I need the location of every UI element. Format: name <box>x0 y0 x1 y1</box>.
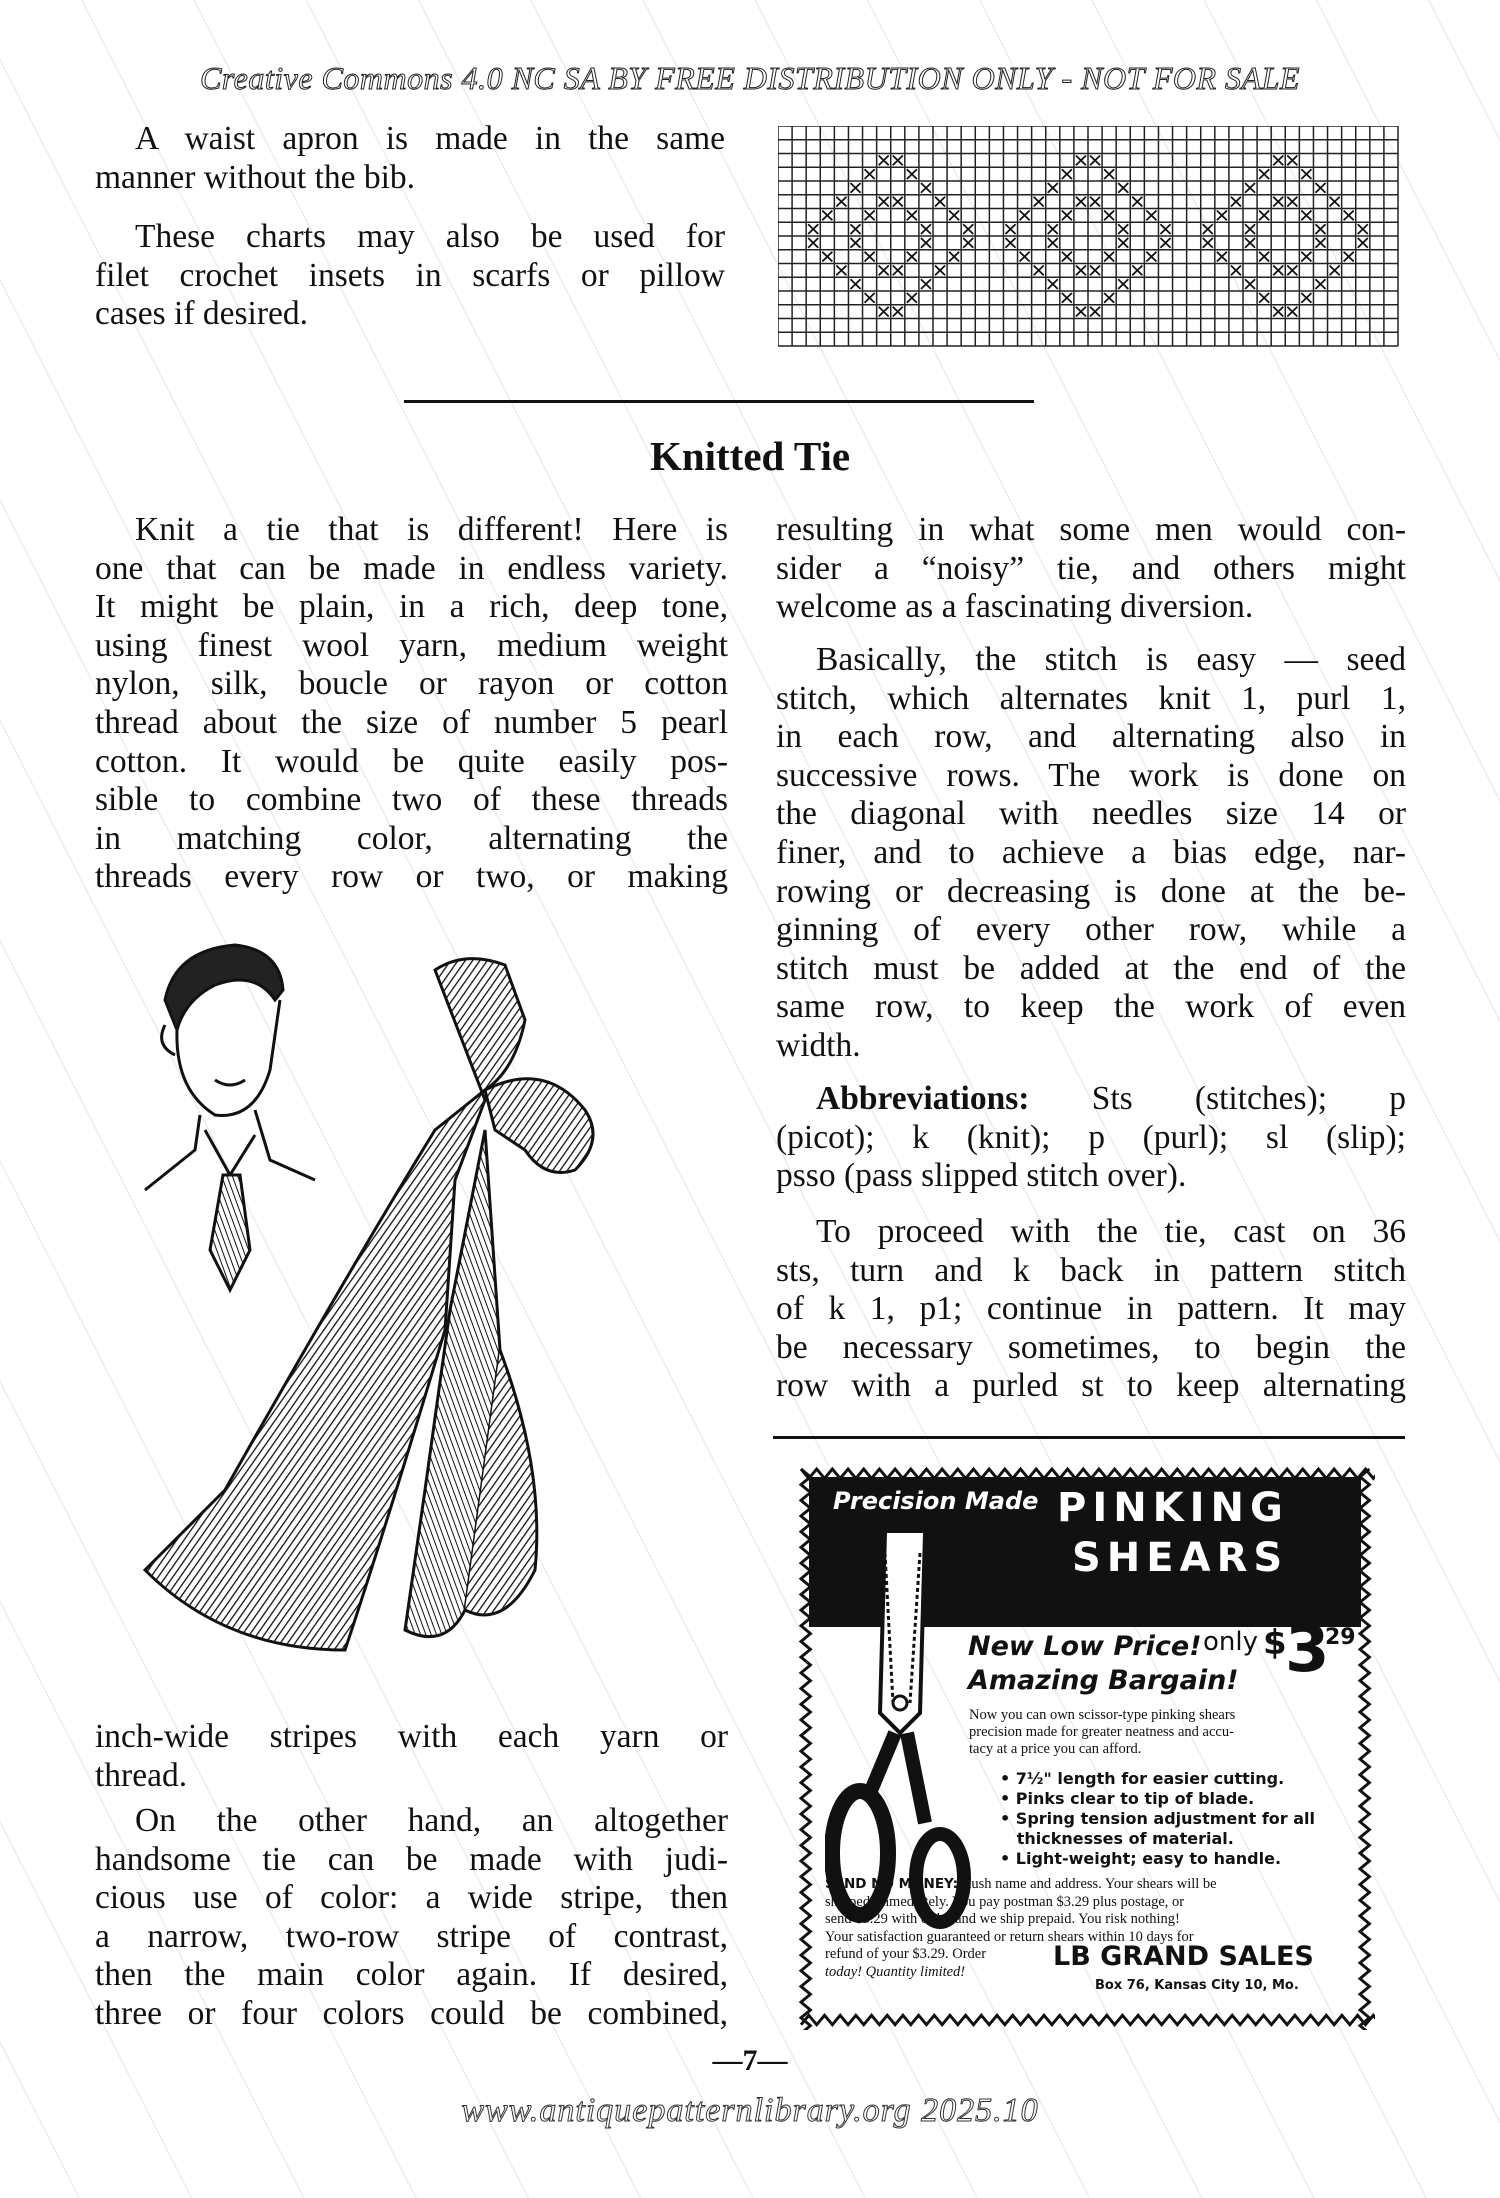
text-line: To proceed with the tie, cast on 36 <box>816 1213 1406 1250</box>
section-divider <box>404 400 1034 403</box>
chart-cross-mark <box>850 183 860 193</box>
left-paragraph-1 <box>95 511 728 897</box>
text-line: inch-wide stripes with each yarn or <box>95 1718 728 1755</box>
chart-cross-mark <box>1160 238 1170 248</box>
chart-cross-mark <box>1259 211 1269 221</box>
ad-line: • Pinks clear to tip of blade. <box>1000 1789 1255 1808</box>
text-line: successive rows. The work is done on <box>776 756 1406 794</box>
ad-features <box>1000 1769 1360 1869</box>
intro-paragraph-1 <box>95 120 725 197</box>
ad-body-line: today! Quantity limited! <box>825 1963 966 1980</box>
text-line: sider a “noisy” tie, and others might <box>776 549 1406 587</box>
chart-cross-mark <box>1020 211 1030 221</box>
ad-slogan-1: New Low Price! <box>968 1631 1202 1662</box>
ad-body-line: send $3.29 with order and we ship prepaid. You risk nothing! <box>825 1911 1180 1927</box>
chart-cross-mark <box>1287 156 1297 166</box>
chart-cross-mark <box>893 197 903 207</box>
ad-headline-1: PINKING <box>1057 1485 1289 1531</box>
chart-cross-mark <box>1062 293 1072 303</box>
ad-line: precision made for greater neatness and accu- <box>969 1724 1234 1740</box>
chart-cross-mark <box>907 293 917 303</box>
chart-cross-mark <box>1344 252 1354 262</box>
ad-price-prefix: only <box>1203 1627 1258 1657</box>
chart-cross-mark <box>1358 238 1368 248</box>
chart-cross-mark <box>1203 224 1213 234</box>
text-line: handsome tie can be made with judi- <box>95 1840 728 1878</box>
chart-cross-mark <box>921 224 931 234</box>
left-paragraph-1-continued <box>95 1718 728 1795</box>
chart-cross-mark <box>1273 156 1283 166</box>
license-notice: Creative Commons 4.0 NC SA BY FREE DISTRIBUTION ONLY - NOT FOR SALE <box>200 60 1300 96</box>
chart-cross-mark <box>1301 211 1311 221</box>
text-line: It might be plain, in a rich, deep tone, <box>95 588 728 626</box>
text-line: cases if desired. <box>95 295 309 333</box>
chart-cross-mark <box>1048 224 1058 234</box>
chart-cross-mark <box>1132 197 1142 207</box>
chart-cross-mark <box>1020 252 1030 262</box>
chart-cross-mark <box>949 211 959 221</box>
chart-cross-mark <box>1104 211 1114 221</box>
chart-cross-mark <box>1062 169 1072 179</box>
abbreviations-label: Abbreviations: <box>816 1080 1030 1117</box>
chart-cross-mark <box>893 307 903 317</box>
chart-cross-mark <box>1146 252 1156 262</box>
chart-cross-mark <box>1104 169 1114 179</box>
chart-cross-mark <box>1231 197 1241 207</box>
chart-cross-mark <box>865 293 875 303</box>
chart-cross-mark <box>1217 211 1227 221</box>
send-no-money-label: SEND NO MONEY: <box>825 1876 959 1892</box>
chart-cross-mark <box>879 156 889 166</box>
chart-cross-mark <box>1287 307 1297 317</box>
chart-cross-mark <box>949 252 959 262</box>
chart-cross-mark <box>865 169 875 179</box>
page-number: —7— <box>712 2044 788 2077</box>
chart-cross-mark <box>1005 224 1015 234</box>
chart-cross-mark <box>1287 266 1297 276</box>
chart-cross-mark <box>963 224 973 234</box>
chart-cross-mark <box>879 307 889 317</box>
pinking-shears-ad <box>795 1463 1375 2030</box>
chart-cross-mark <box>1062 211 1072 221</box>
ad-body-line: Rush name and address. Your shears will be <box>958 1876 1217 1892</box>
text-line: finer, and to achieve a bias edge, nar- <box>776 833 1406 871</box>
chart-cross-mark <box>836 197 846 207</box>
chart-cross-mark <box>808 238 818 248</box>
ad-slogan-2: Amazing Bargain! <box>968 1665 1239 1696</box>
chart-cross-mark <box>1034 197 1044 207</box>
chart-cross-mark <box>850 279 860 289</box>
abbreviations-text: Sts (stitches); p <box>1091 1080 1407 1117</box>
chart-cross-mark <box>921 279 931 289</box>
chart-cross-mark <box>1273 197 1283 207</box>
chart-cross-mark <box>921 183 931 193</box>
chart-cross-mark <box>963 238 973 248</box>
chart-cross-mark <box>893 266 903 276</box>
ad-line: Now you can own scissor-type pinking shears <box>969 1707 1236 1723</box>
chart-cross-mark <box>822 211 832 221</box>
text-line: welcome as a fascinating diversion. <box>776 588 1254 626</box>
article-title: Knitted Tie <box>649 433 851 479</box>
ad-line: • 7½" length for easier cutting. <box>1000 1769 1285 1788</box>
text-line: of k 1, p1; continue in pattern. It may <box>776 1290 1406 1328</box>
text-line: width. <box>776 1026 861 1064</box>
chart-cross-mark <box>1301 293 1311 303</box>
text-line: a narrow, two-row stripe of contrast, <box>95 1917 728 1955</box>
ad-address: Box 76, Kansas City 10, Mo. <box>1095 1978 1299 1993</box>
text-line: Basically, the stitch is easy — seed <box>816 641 1406 678</box>
intro-paragraph-2 <box>95 218 725 334</box>
chart-cross-mark <box>1104 252 1114 262</box>
ad-price-main: 3 <box>1285 1613 1330 1687</box>
chart-cross-mark <box>879 266 889 276</box>
ad-price-cents: 29 <box>1325 1625 1356 1650</box>
chart-cross-mark <box>1259 169 1269 179</box>
chart-cross-mark <box>865 252 875 262</box>
chart-cross-mark <box>907 211 917 221</box>
chart-cross-mark <box>1076 156 1086 166</box>
abbreviations-paragraph <box>776 1080 1406 1196</box>
chart-cross-mark <box>1118 279 1128 289</box>
chart-cross-mark <box>1330 266 1340 276</box>
left-paragraph-2 <box>95 1802 728 2034</box>
chart-cross-mark <box>1315 224 1325 234</box>
chart-cross-mark <box>865 211 875 221</box>
ad-line: • Light-weight; easy to handle. <box>1000 1849 1282 1868</box>
chart-cross-mark <box>1358 224 1368 234</box>
scissors-icon <box>825 1533 975 1933</box>
text-line: cotton. It would be quite easily pos- <box>95 742 728 780</box>
chart-cross-mark <box>1118 183 1128 193</box>
text-line: resulting in what some men would con- <box>776 511 1406 548</box>
tie-illustration <box>105 930 705 1710</box>
chart-cross-mark <box>1217 252 1227 262</box>
chart-cross-mark <box>1076 197 1086 207</box>
chart-cross-mark <box>1315 183 1325 193</box>
ad-price-dollar: $ <box>1263 1623 1287 1663</box>
text-line: one that can be made in endless variety. <box>95 549 728 587</box>
ad-line: tacy at a price you can afford. <box>969 1741 1142 1757</box>
chart-cross-mark <box>1330 197 1340 207</box>
text-line: in matching color, alternating the <box>95 819 728 857</box>
ad-body-line: Your satisfaction guaranteed or return shears within 10 days for <box>825 1928 1194 1945</box>
chart-cross-mark <box>1259 252 1269 262</box>
text-line: Knit a tie that is different! Here is <box>135 511 728 548</box>
ad-divider <box>773 1436 1405 1439</box>
chart-cross-mark <box>1301 169 1311 179</box>
chart-cross-mark <box>1245 224 1255 234</box>
chart-cross-mark <box>1090 307 1100 317</box>
text-line: stitch, which alternates knit 1, purl 1, <box>776 679 1406 717</box>
chart-cross-mark <box>1048 183 1058 193</box>
chart-cross-mark <box>1034 266 1044 276</box>
man-portrait <box>145 945 315 1290</box>
filet-chart-diagram <box>778 126 1403 350</box>
tie-knot <box>485 1079 593 1173</box>
text-line: stitch must be added at the end of the <box>776 949 1406 987</box>
ad-body-line: shipped immediately. You pay postman $3.29 plus postage, or <box>825 1893 1185 1910</box>
chart-cross-mark <box>1273 266 1283 276</box>
text-line: nylon, silk, boucle or rayon or cotton <box>95 665 728 703</box>
text-line: On the other hand, an altogether <box>135 1802 728 1839</box>
chart-cross-mark <box>822 252 832 262</box>
chart-cross-mark <box>1005 238 1015 248</box>
chart-cross-mark <box>1090 156 1100 166</box>
text-line: manner without the bib. <box>95 158 416 196</box>
chart-cross-mark <box>1315 238 1325 248</box>
text-line: the diagonal with needles size 14 or <box>776 795 1406 833</box>
chart-cross-mark <box>907 169 917 179</box>
chart-cross-mark <box>1259 293 1269 303</box>
chart-cross-mark <box>1090 266 1100 276</box>
chart-cross-mark <box>1076 266 1086 276</box>
chart-cross-mark <box>1104 293 1114 303</box>
text-line: thread. <box>95 1756 188 1794</box>
ad-line: thicknesses of material. <box>1000 1829 1234 1848</box>
chart-cross-mark <box>1090 197 1100 207</box>
text-line: sts, turn and k back in pattern stitch <box>776 1251 1406 1289</box>
text-line: in each row, and alternating also in <box>776 718 1406 756</box>
chart-cross-mark <box>907 252 917 262</box>
chart-cross-mark <box>1344 211 1354 221</box>
chart-cross-mark <box>1048 279 1058 289</box>
text-line: (picot); k (knit); p (purl); sl (slip); <box>776 1118 1406 1156</box>
text-line: thread about the size of number 5 pearl <box>95 703 728 741</box>
chart-cross-mark <box>893 156 903 166</box>
chart-cross-mark <box>1203 238 1213 248</box>
chart-cross-mark <box>1301 252 1311 262</box>
chart-cross-mark <box>850 238 860 248</box>
chart-cross-mark <box>850 224 860 234</box>
chart-cross-mark <box>935 197 945 207</box>
text-line: same row, to keep the work of even <box>776 988 1406 1026</box>
chart-cross-mark <box>1160 224 1170 234</box>
ad-kicker: Precision Made <box>833 1487 1039 1515</box>
chart-cross-mark <box>808 224 818 234</box>
chart-cross-mark <box>879 197 889 207</box>
text-line: psso (pass slipped stitch over). <box>776 1157 1187 1195</box>
text-line: row with a purled st to keep alternating <box>776 1367 1406 1405</box>
chart-cross-mark <box>1146 211 1156 221</box>
abbreviations-lines <box>776 1119 1406 1196</box>
text-line: rowing or decreasing is done at the be- <box>776 872 1406 910</box>
chart-cross-mark <box>1118 224 1128 234</box>
right-paragraph-1 <box>776 641 1406 1066</box>
ad-intro <box>969 1707 1359 1758</box>
text-line: then the main color again. If desired, <box>95 1956 728 1994</box>
footer-url: www.antiquepatternlibrary.org 2025.10 <box>461 2092 1039 2129</box>
ad-body-line: refund of your $3.29. Order <box>825 1946 987 1962</box>
chart-cross-mark <box>1132 266 1142 276</box>
ad-line: • Spring tension adjustment for all <box>1000 1809 1316 1828</box>
text-line: sible to combine two of these threads <box>95 781 728 819</box>
chart-cross-mark <box>836 266 846 276</box>
chart-cross-mark <box>1062 252 1072 262</box>
text-line: three or four colors could be combined, <box>95 1994 728 2032</box>
chart-cross-mark <box>1287 197 1297 207</box>
right-paragraph-0 <box>776 511 1406 627</box>
ad-headline-2: SHEARS <box>1072 1535 1289 1581</box>
chart-cross-mark <box>1245 279 1255 289</box>
text-line: using finest wool yarn, medium weight <box>95 626 728 664</box>
chart-cross-mark <box>1245 183 1255 193</box>
right-paragraph-3 <box>776 1213 1406 1406</box>
ad-company: LB GRAND SALES <box>1053 1941 1314 1972</box>
chart-cross-mark <box>1245 238 1255 248</box>
text-line: cious use of color: a wide stripe, then <box>95 1879 728 1917</box>
chart-cross-mark <box>1118 238 1128 248</box>
text-line: ginning of every other row, while a <box>776 911 1406 949</box>
abbreviations-first-line <box>776 1080 1406 1119</box>
text-line: be necessary sometimes, to begin the <box>776 1328 1406 1366</box>
chart-cross-mark <box>1048 238 1058 248</box>
text-line: A waist apron is made in the same <box>135 120 725 157</box>
chart-cross-mark <box>921 238 931 248</box>
text-line: threads every row or two, or making <box>95 858 728 896</box>
text-line: filet crochet insets in scarfs or pillow <box>95 256 725 294</box>
text-line: These charts may also be used for <box>135 218 725 255</box>
chart-cross-mark <box>935 266 945 276</box>
chart-cross-mark <box>1273 307 1283 317</box>
chart-cross-mark <box>1231 266 1241 276</box>
chart-cross-mark <box>1076 307 1086 317</box>
chart-cross-mark <box>1315 279 1325 289</box>
